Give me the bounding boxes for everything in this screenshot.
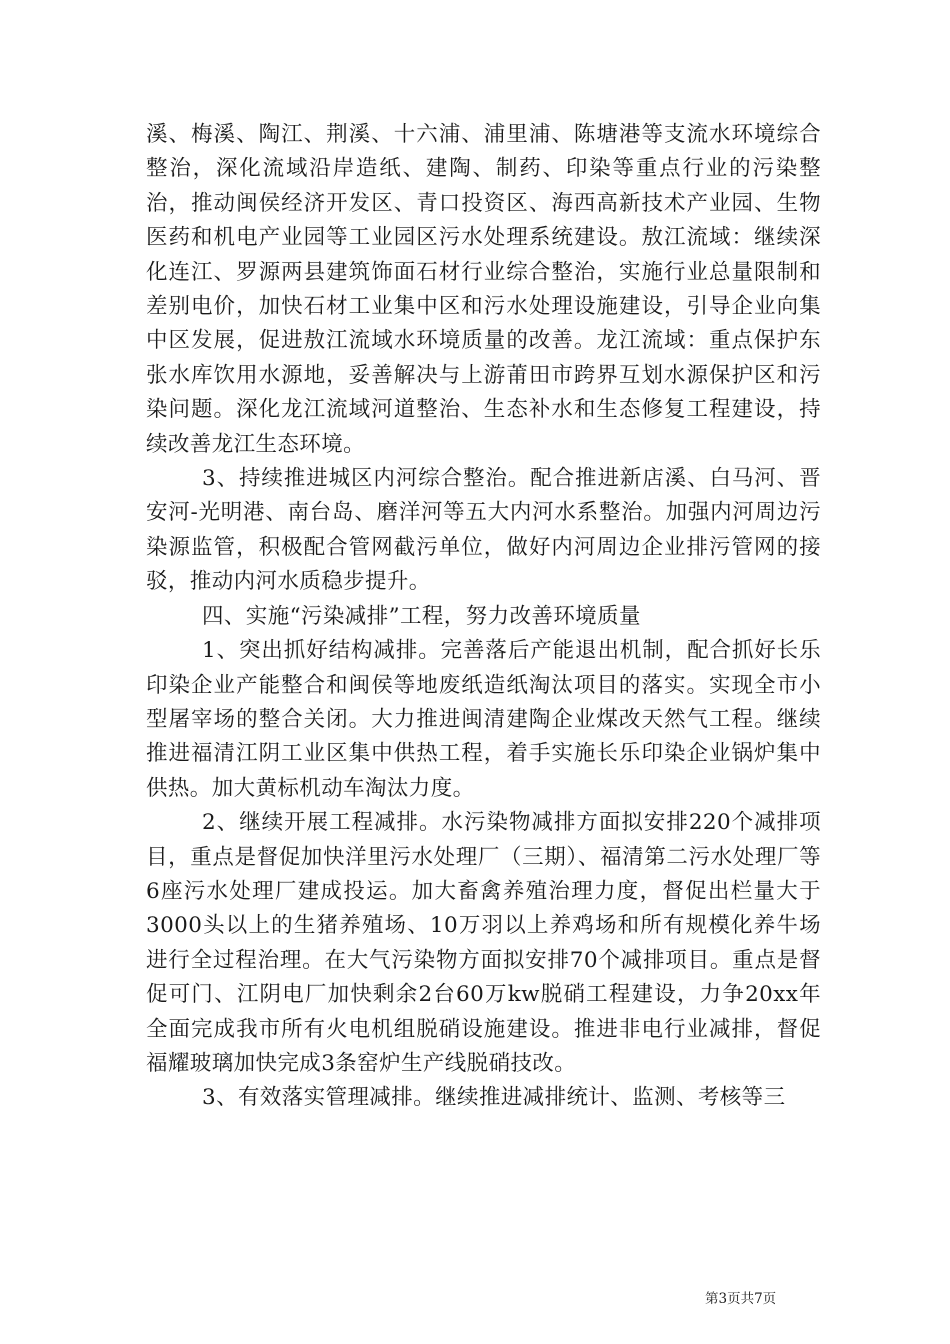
section-four-heading: 四、实施“污染减排”工程，努力改善环境质量 xyxy=(202,603,641,629)
document-body xyxy=(146,118,821,1116)
paragraph-engineering-reduction: 2、继续开展工程减排。水污染物减排方面拟安排220个减排项目，重点是督促加快洋里污水处理厂（三期）、福清第二污水处理厂等6座污水处理厂建成投运。加大畜禽养殖治理力度，督促出栏量大于3000头以上的生猪养殖场、10万羽以上养鸡场和所有规模化养牛场进行全过程治理。在大气污染物方面拟安排70个减排项目。重点是督促可门、江阴电厂加快剩余2台60万kw脱硝工程建设，力争20xx年全面完成我市所有火电机组脱硝设施建设。推进非电行业减排，督促福耀玻璃加快完成3条窑炉生产线脱硝技改。 xyxy=(146,810,821,1076)
paragraph-continued-rivers: 溪、梅溪、陶江、荆溪、十六浦、浦里浦、陈塘港等支流水环境综合整治，深化流域沿岸造纸、建陶、制药、印染等重点行业的污染整治，推动闽侯经济开发区、青口投资区、海西高新技术产业园、生物医药和机电产业园等工业园区污水处理系统建设。敖江流域：继续深化连江、罗源两县建筑饰面石材行业综合整治，实施行业总量限制和差别电价，加快石材工业集中区和污水处理设施建设，引导企业向集中区发展，促进敖江流域水环境质量的改善。龙江流域：重点保护东张水库饮用水源地，妥善解决与上游莆田市跨界互划水源保护区和污染问题。深化龙江流域河道整治、生态补水和生态修复工程建设，持续改善龙江生态环境。 xyxy=(146,122,821,457)
page-number-footer: 第3页共7页 xyxy=(705,1291,777,1307)
paragraph-structural-reduction: 1、突出抓好结构减排。完善落后产能退出机制，配合抓好长乐印染企业产能整合和闽侯等地废纸造纸淘汰项目的落实。实现全市小型屠宰场的整合关闭。大力推进闽清建陶企业煤改天然气工程。继续推进福清江阴工业区集中供热工程，着手实施长乐印染企业锅炉集中供热。加大黄标机动车淘汰力度。 xyxy=(146,638,821,801)
paragraph-management-reduction: 3、有效落实管理减排。继续推进减排统计、监测、考核等三 xyxy=(202,1085,786,1111)
paragraph-inner-rivers: 3、持续推进城区内河综合整治。配合推进新店溪、白马河、晋安河-光明港、南台岛、磨洋河等五大内河水系整治。加强内河周边污染源监管，积极配合管网截污单位，做好内河周边企业排污管网的接驳，推动内河水质稳步提升。 xyxy=(146,466,821,595)
